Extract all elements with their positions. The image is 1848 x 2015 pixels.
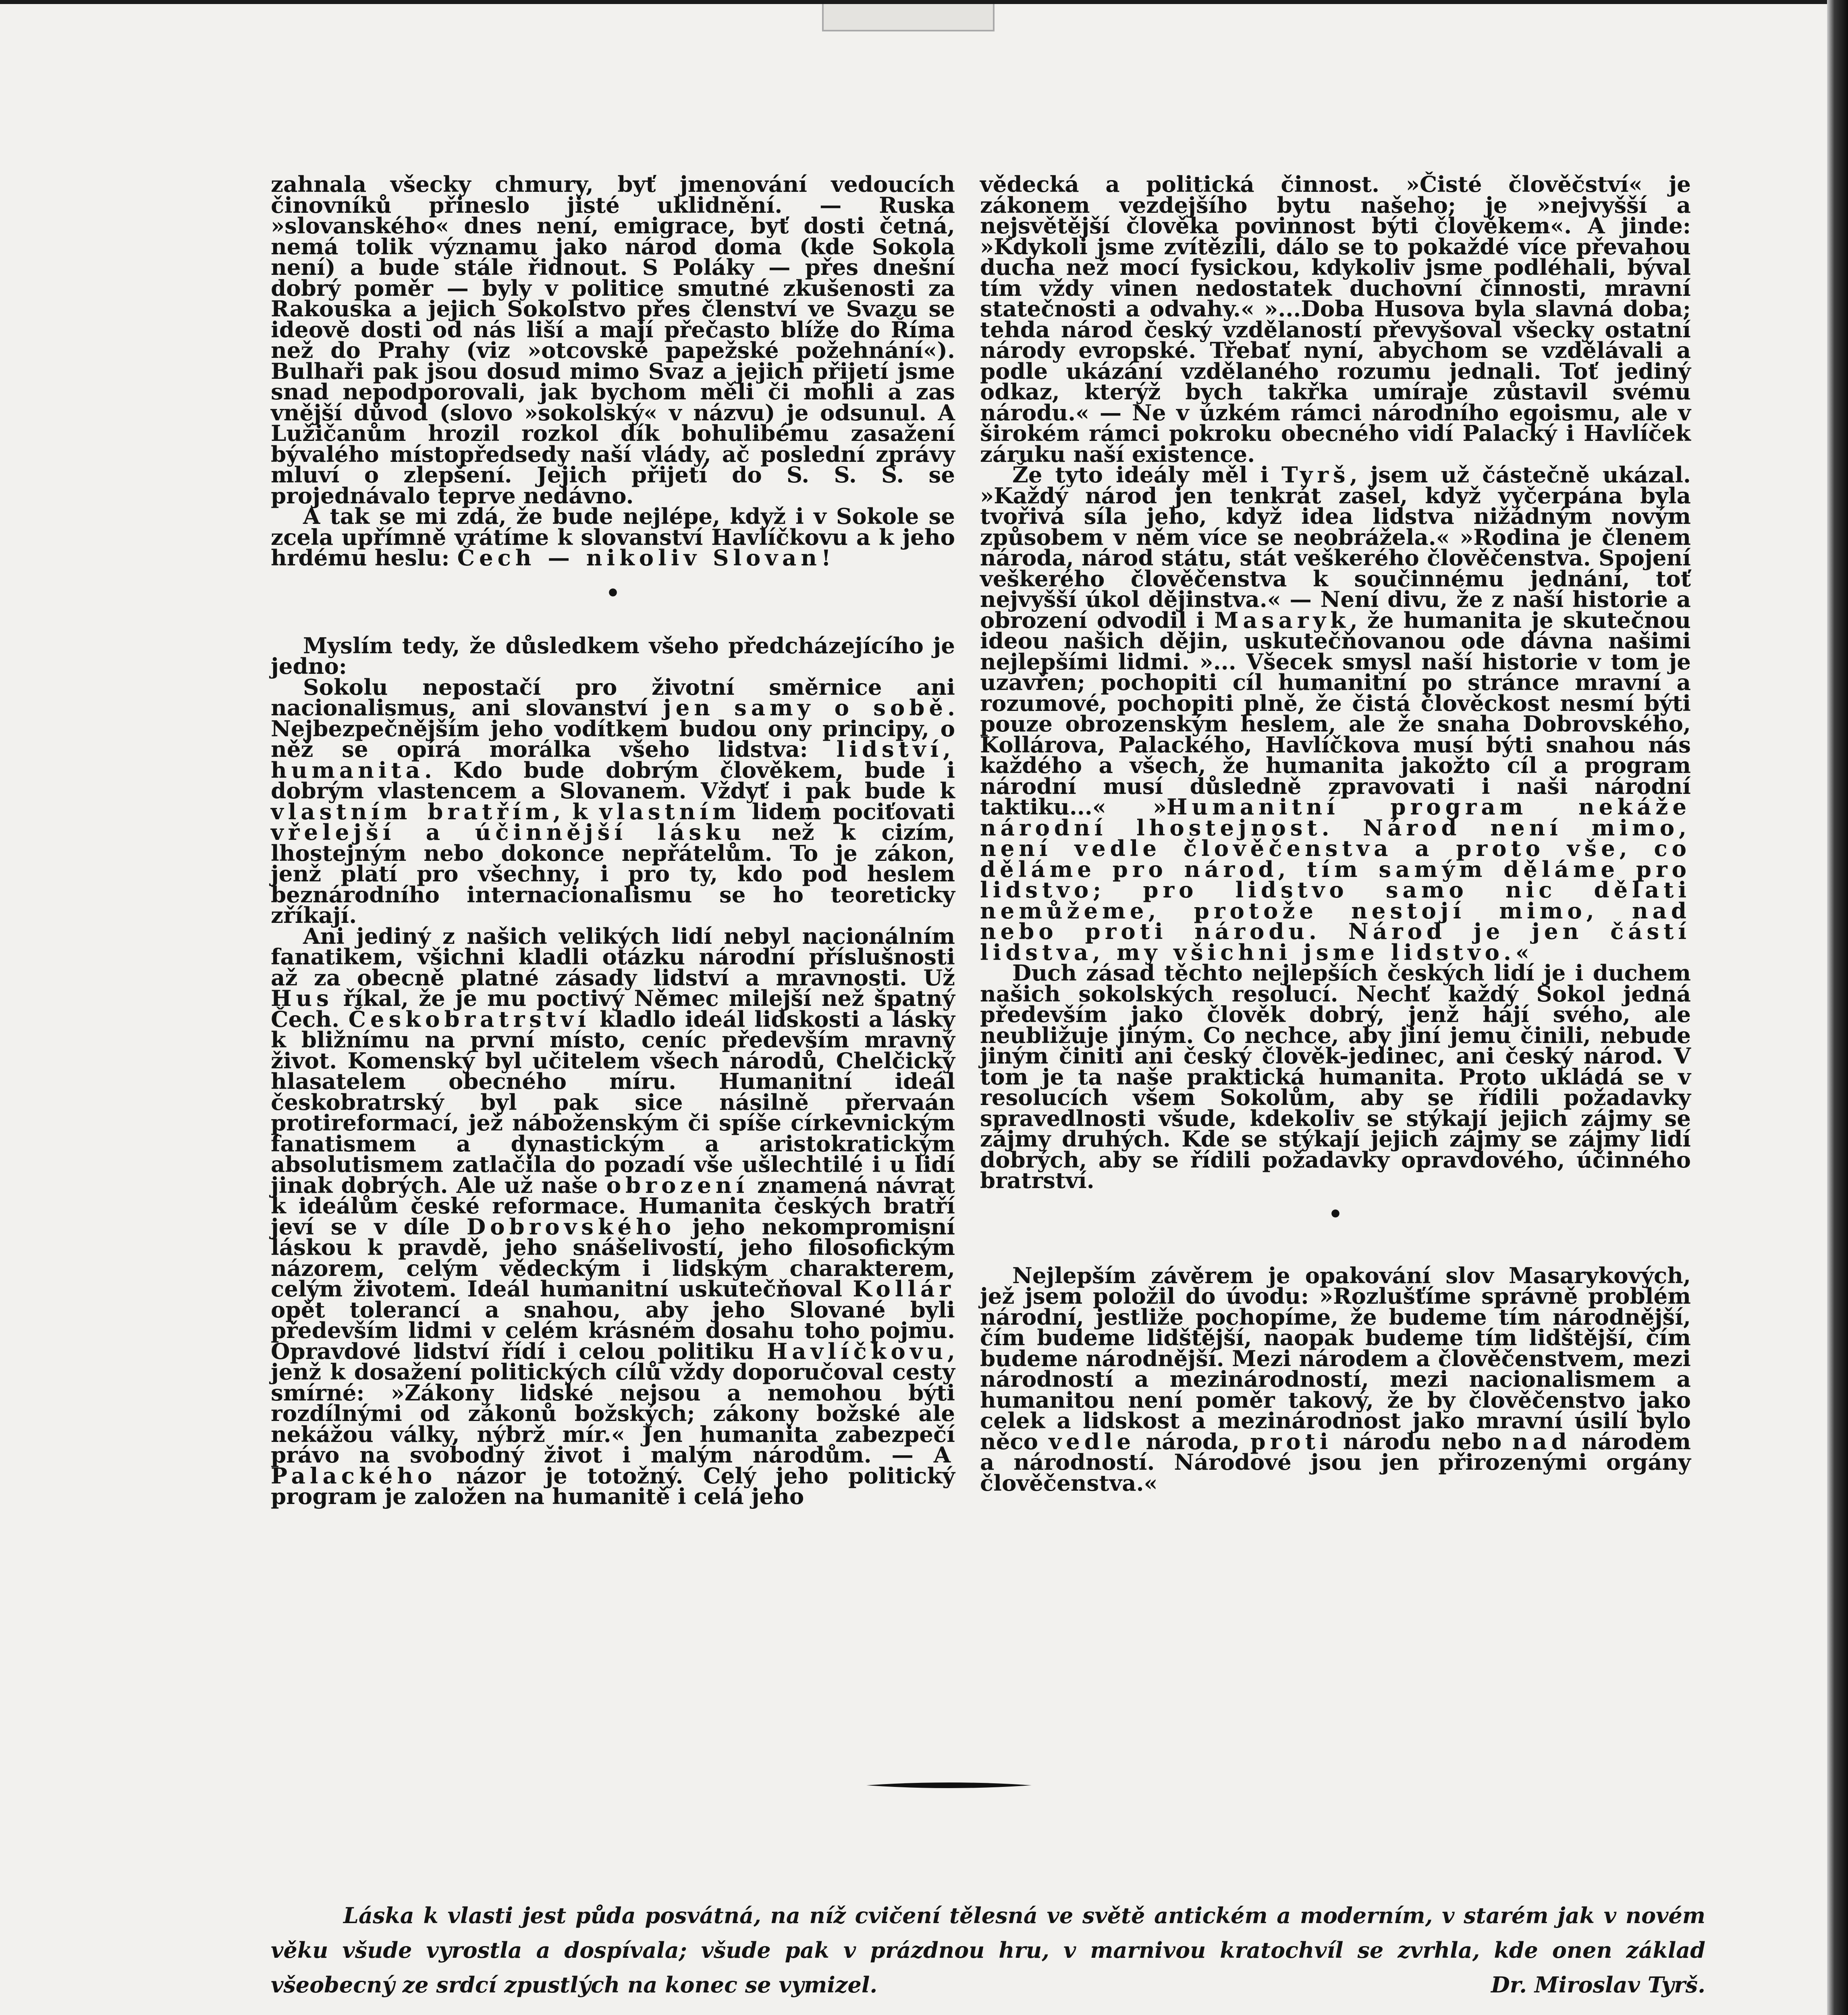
decorative-rule [866,1780,1032,1790]
quote-author: Dr. Miroslav Tyrš. [1491,1972,1705,1998]
left-paragraph-5: Ani jediný z našich velikých lidí nebyl nacionálním fanatikem, všichni kladli otázku národní příslušnosti až za obecně platné zásady lidství a mravnosti. Už Hus říkal, že je mu poctivý Němec milejší než špatný Čech. Českobratrství kladlo ideál lidskosti a lásky k bližnímu na první místo, ceníc především mravný život. Komenský byl učitelem všech národů, Chelčický hlasatelem obecného míru. Humanitní ideál českobratrský byl pak sice násilně přervaán protireformací, jež náboženským či spíše církevnickým fanatismem a dynastickým a aristokratickým absolutismem zatlačila do pozadí vše ušlechtilé i u lidí jinak dobrých. Ale už naše obrození znamená návrat k ideálům české reformace. Humanita českých bratří jeví se v díle Dobrovského jeho nekompromisní láskou k pravdě, jeho snášelivostí, jeho filosofickým názorem, celým vědeckým i lidským charakterem, celým životem. Ideál humanitní uskutečňoval Kollár opět tolerancí a snahou, aby jeho Slované byli především lidmi v celém krásném dosahu toho pojmu. Opravdové lidství řídí i celou politiku Havlíčkovu, jenž k dosažení politických cílů vždy doporučoval cesty smírné: »Zákony lidské nejsou a nemohou býti rozdílnými od zákonů božských; zákony božské ale nekážou války, nýbrž mír.« Jen humanita zabezpečí právo na svobodný život i malým národům. — A Palackého názor je totožný. Celý jeho politický program je založen na humanitě i celá jeho [271,923,955,1509]
left-paragraph-3: Myslím tedy, že důsledkem všeho předcházejícího je jedno: [271,632,955,679]
right-paragraph-4: Nejlepším závěrem je opakování slov Masarykových, jež jsem položil do úvodu: »Rozlušťíme správně problém národní, jestliže pochopíme, že budeme tím národnější, čím budeme lidštější, naopak budeme tím lidštější, čím budeme národnější. Mezi národem a člověčenstvem, mezi národností a mezinárodností, mezi nacionalismem a humanitou není poměr takový, že by člověčenstvo jako celek a lidskost a mezinárodnost jako mravní úsilí bylo něco vedle národa, proti národu nebo nad národem a národností. Národové jsou jen přirozenými orgány člověčenstva.« [980,1262,1691,1496]
quote-text: Láska k vlasti jest půda posvátná, na níž cvičení tělesná ve světě antickém a moderním, v starém jak v novém věku všude vyrostla a dospívala; všude pak v prázdnou hru, v marnivou kratochvíl se zvrhla, kde onen základ všeobecný ze srdcí zpustlých na konec se vymizel. [271,1903,1705,1998]
left-paragraph-1: zahnala všecky chmury, byť jmenování vedoucích činovníků přineslo jisté uklidnění. — Ruska »slovanského« dnes není, emigrace, byť dosti četná, nemá tolik významu jako národ doma (kde Sokola není) a bude stále řidnout. S Poláky — přes dnešní dobrý poměr — byly v politice smutné zkušenosti za Rakouska a jejich Sokolstvo přes členství ve Svazu se ideově dosti od nás liší a mají přečasto blíže do Říma než do Prahy (viz »otcovské papežské požehnání«). Bulhaři pak jsou dosud mimo Svaz a jejich přijetí jsme snad nepodporovali, jak bychom měli či mohli a zas vnější důvod (slovo »sokolský« v názvu) je odsunul. A Lužičanům hrozil rozkol dík bohulibému zasažení bývalého místopředsedy naší vlády, ač poslední zprávy mluví o zlepšení. Jejich přijetí do S. S. S. se projednávalo teprve nedávno. [271,171,955,509]
right-paragraph-1: vědecká a politická činnost. »Čisté člověčství« je zákonem vezdejšího bytu našeho; je »nejvyšší a nejsvětější člověka povinnost býti člověkem«. A jinde: »Kdykoli jsme zvítězili, dálo se to pokaždé více převahou ducha než mocí fysickou, kdykoliv jsme podléhali, býval tím vždy vinen nedostatek duchovní činnosti, mravní statečnosti a odvahy.« »...Doba Husova byla slavná doba; tehda národ český vzdělaností převyšoval všecky ostatní národy evropské. Třebať nyní, abychom se vzdělávali a podle ukázání vzdělaného rozumu jednali. Toť jediný odkaz, kterýž bych takřka umíraje zůstavil svému národu.« — Ne v úzkém rámci národního egoismu, ale v širokém rámci pokroku obecného vidí Palacký i Havlíček záruku naší existence. [980,171,1691,467]
left-paragraph-2: A tak se mi zdá, že bude nejlépe, když i v Sokole se zcela upřímně vrátíme k slovanství Havlíčkovu a k jeho hrdému heslu: Čech — nikoliv Slovan! [271,503,955,571]
motto-text: Čech — nikoliv Slovan! [457,545,835,571]
section-separator: • [1328,1201,1343,1228]
right-column [980,171,1691,1496]
tapered-rule-icon [866,1780,1032,1790]
section-separator: • [606,580,620,607]
right-paragraph-2: Že tyto ideály měl i Tyrš, jsem už částečně ukázal. »Každý národ jen tenkrát zašel, když vyčerpána byla tvořivá síla jeho, když idea lidstva nižádným novým způsobem v něm více se neobrážela.« »Rodina je členem národa, národ státu, stát veškerého člověčenstva. Spojení veškerého člověčenstva k součinnému jednání, toť nejvyšší úkol dějinstva.« — Není divu, že z naší historie a obrození odvodil i Masaryk, že humanita je skutečnou ideou našich dějin, uskutečňovanou ode dávna našimi nejlepšími lidmi. »... Všecek smysl naší historie v tom je uzavřen; pochopiti cíl humanitní po stránce mravní a rozumové, pochopiti plně, že čistá člověckost nesmí býti pouze obrozenským heslem, ale že snaha Dobrovského, Kollárova, Palackého, Havlíčkova musí býti snahou nás každého a všech, že humanita jakožto cíl a program národní musí důsledně zpravovati i naši národní taktiku...« »Humanitní program nekáže národní lhostejnost. Národ není mimo, není vedle člověčenstva a proto vše, co děláme pro národ, tím samým děláme pro lidstvo; pro lidstvo samo nic dělati nemůžeme, protože nestojí mimo, nad nebo proti národu. Národ je jen částí lidstva, my všichni jsme lidstvo.« [980,462,1691,965]
scan-edge-shadow [1827,0,1848,2015]
right-paragraph-3: Duch zásad těchto nejlepších českých lidí je i duchem našich sokolských resolucí. Nechť každý Sokol jedná především jako člověk dobrý, jenž hájí svého, ale neubližuje jiným. Co nechce, aby jiní jemu činili, nebude jiným činiti ani český člověk-jedinec, ani český národ. V tom je ta naše praktická humanita. Proto ukládá se v resolucích všem Sokolům, aby se řídili požadavky spravedlnosti všude, kdekoliv se stýkají jejich zájmy se zájmy druhých. Kde se stýkají jejich zájmy se zájmy lidí dobrých, aby se řídili požadavky opravdového, účinného bratrství. [980,960,1691,1193]
closing-quote [271,1898,1705,2002]
scan-tab-mark [822,4,995,31]
left-paragraph-4: Sokolu nepostačí pro životní směrnice ani nacionalismus, ani slovanství jen samy o sobě. Nejbezpečnějším jeho vodítkem budou ony principy, o něž se opírá morálka všeho lidstva: lidství, humanita. Kdo bude dobrým člověkem, bude i dobrým vlastencem a Slovanem. Vždyť i pak bude k vlastním bratřím, k vlastním lidem pociťovati vřelejší a účinnější lásku než k cizím, lhostejným nebo dokonce nepřátelům. To je zákon, jenž platí pro všechny, i pro ty, kdo pod heslem beznárodního internacionalismu se ho teoreticky zříkají. [271,674,955,928]
left-column [271,171,955,1509]
